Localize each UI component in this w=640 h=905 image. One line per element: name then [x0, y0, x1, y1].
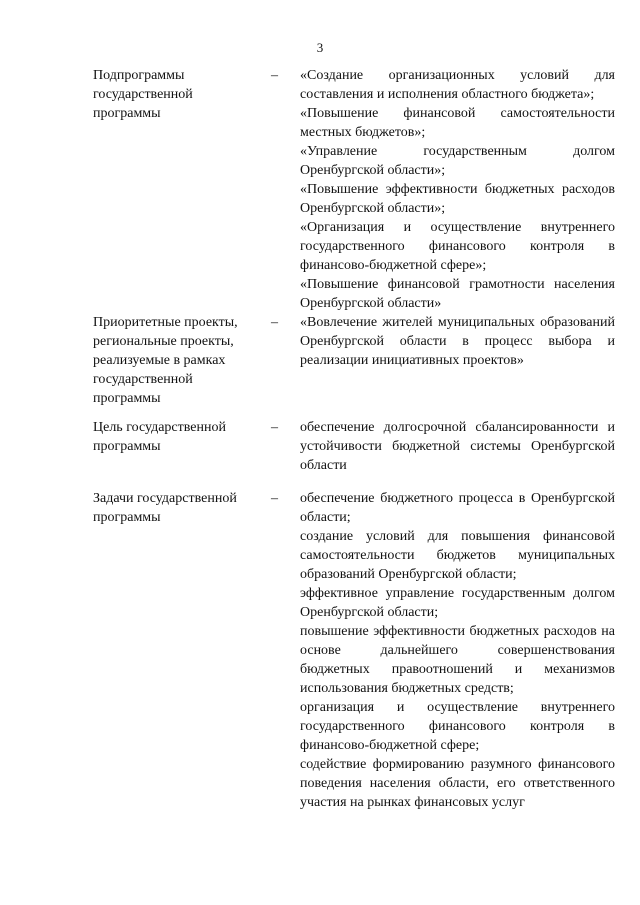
list-item: «Создание организационных условий для составления и исполнения областного бюджета»;: [300, 68, 615, 102]
row-label: Приоритетные проекты, региональные проекты, реализуемые в рамках государственной программы: [93, 315, 238, 406]
row-content: [300, 313, 615, 370]
list-item: обеспечение долгосрочной сбалансированности и устойчивости бюджетной системы Оренбургской области: [300, 420, 615, 473]
row-content: [300, 418, 615, 475]
list-item: эффективное управление государственным долгом Оренбургской области;: [300, 586, 615, 620]
row-dash: –: [271, 315, 278, 330]
row-content: [300, 66, 615, 313]
list-item: «Повышение финансовой самостоятельности местных бюджетов»;: [300, 106, 615, 140]
list-item: «Управление государственным долгом Оренбургской области»;: [300, 144, 615, 178]
row-label: Цель государственной программы: [93, 420, 226, 454]
row-label: Подпрограммы государственной программы: [93, 68, 193, 121]
list-item: содействие формированию разумного финансового поведения населения области, его ответственного участия на рынках финансовых услуг: [300, 757, 615, 810]
list-item: «Повышение эффективности бюджетных расходов Оренбургской области»;: [300, 182, 615, 216]
page-number: 3: [316, 40, 324, 55]
list-item: повышение эффективности бюджетных расходов на основе дальнейшего совершенствования бюджетных правоотношений и механизмов использования бюджетных средств;: [300, 624, 615, 696]
row-dash: –: [271, 420, 278, 435]
row-dash: –: [271, 491, 278, 506]
row-dash: –: [271, 68, 278, 83]
row-label: Задачи государственной программы: [93, 491, 237, 525]
list-item: обеспечение бюджетного процесса в Оренбургской области;: [300, 491, 615, 525]
list-item: «Вовлечение жителей муниципальных образований Оренбургской области в процесс выбора и реализации инициативных проектов»: [300, 315, 615, 368]
list-item: организация и осуществление внутреннего государственного финансового контроля в финансово-бюджетной сфере;: [300, 700, 615, 753]
list-item: «Повышение финансовой грамотности населения Оренбургской области»: [300, 277, 615, 311]
list-item: создание условий для повышения финансовой самостоятельности бюджетов муниципальных образований Оренбургской области;: [300, 529, 615, 582]
list-item: «Организация и осуществление внутреннего государственного финансового контроля в финансово-бюджетной сфере»;: [300, 220, 615, 273]
row-content: [300, 489, 615, 812]
